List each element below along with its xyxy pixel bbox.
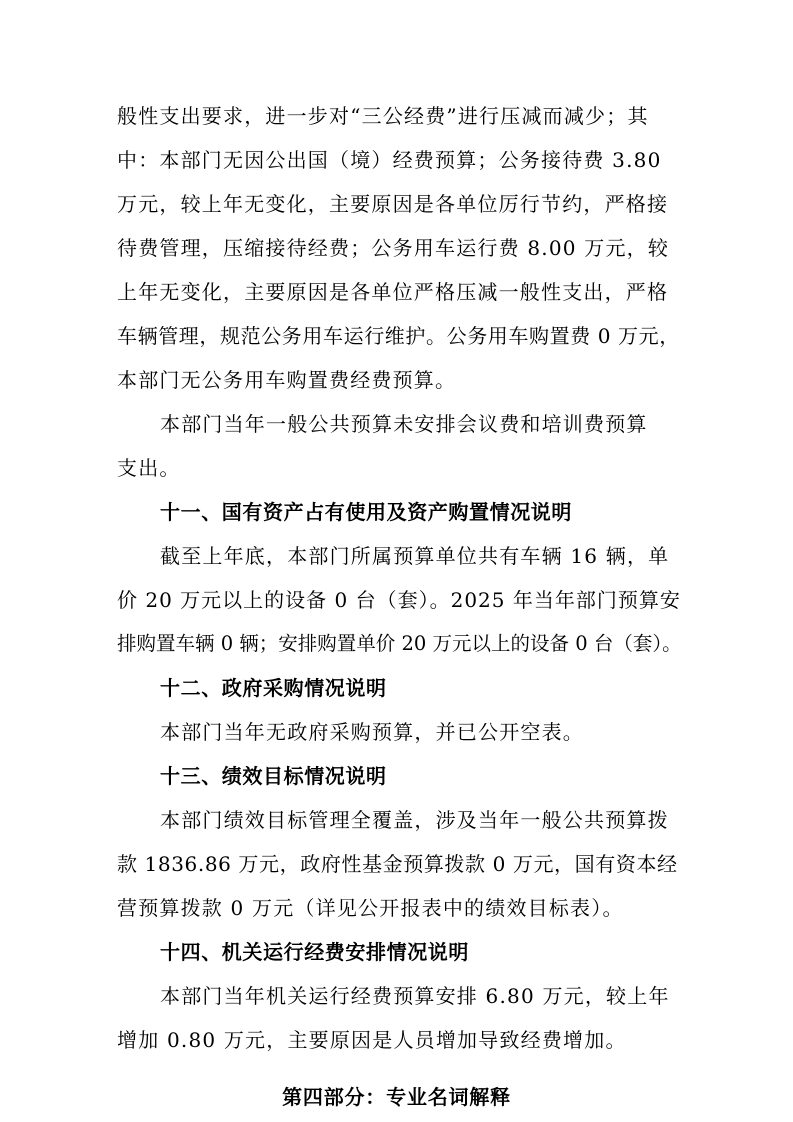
- body-text-line: 上年无变化，主要原因是各单位严格压减一般性支出，严格: [117, 280, 669, 304]
- body-text-line: 本部门绩效目标管理全覆盖，涉及当年一般公共预算拨: [160, 808, 669, 832]
- body-text-line: 截至上年底，本部门所属预算单位共有车辆 16 辆，单: [160, 544, 670, 568]
- body-text-line: 万元，较上年无变化，主要原因是各单位厉行节约，严格接: [117, 192, 669, 216]
- body-text-line: 车辆管理，规范公务用车运行维护。公务用车购置费 0 万元，: [117, 324, 680, 348]
- section-heading-14: 十四、机关运行经费安排情况说明: [160, 940, 469, 964]
- body-text-line: 价 20 万元以上的设备 0 台（套）。2025 年当年部门预算安: [117, 588, 681, 612]
- section-heading-12: 十二、政府采购情况说明: [160, 676, 387, 700]
- body-text-line: 本部门当年一般公共预算未安排会议费和培训费预算: [160, 412, 648, 436]
- body-text-line: 本部门当年机关运行经费预算安排 6.80 万元，较上年: [160, 984, 670, 1008]
- section-heading-11: 十一、国有资产占有使用及资产购置情况说明: [160, 500, 572, 524]
- body-text-line: 增加 0.80 万元，主要原因是人员增加导致经费增加。: [117, 1028, 627, 1052]
- section-heading-13: 十三、绩效目标情况说明: [160, 764, 387, 788]
- body-text-line: 中：本部门无因公出国（境）经费预算；公务接待费 3.80: [117, 148, 662, 172]
- body-text-line: 般性支出要求，进一步对“三公经费”进行压减而减少；其: [117, 104, 649, 128]
- body-text-line: 待费管理，压缩接待经费；公务用车运行费 8.00 万元，较: [117, 236, 670, 260]
- body-text-line: 本部门当年无政府采购预算，并已公开空表。: [160, 720, 584, 744]
- body-text-line: 营预算拨款 0 万元（详见公开报表中的绩效目标表）。: [117, 896, 624, 920]
- body-text-line: 排购置车辆 0 辆；安排购置单价 20 万元以上的设备 0 台（套）。: [117, 632, 682, 655]
- body-text-line: 本部门无公务用车购置费经费预算。: [117, 368, 457, 392]
- body-text-line: 支出。: [117, 456, 181, 480]
- part-title: 第四部分：专业名词解释: [282, 1085, 511, 1109]
- body-text-line: 款 1836.86 万元，政府性基金预算拨款 0 万元，国有资本经: [117, 852, 678, 876]
